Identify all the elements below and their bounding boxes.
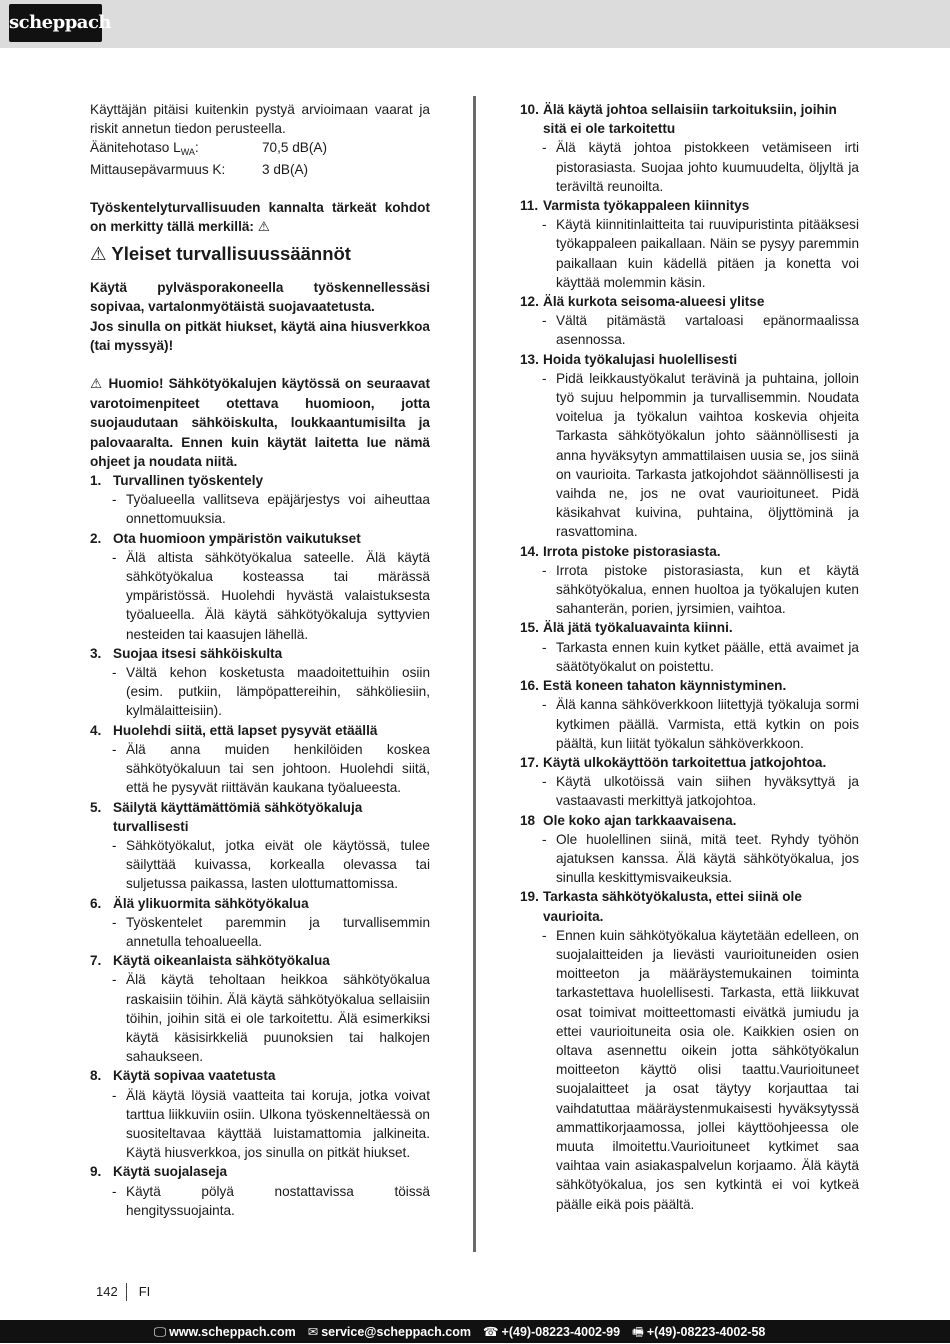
sound-power-value: 70,5 dB(A) <box>262 140 327 156</box>
rule-item: 7. Käytä oikeanlaista sähkötyökalua - Älä käytä teholtaan heikkoa sähkötyökalua raskaisiin töihin. Älä käytä sähkötyökalua sellaisiin töihin, joihin sitä ei ole tarkoitettu. Älä esimerkiksi käytä käsisirkkeliä puunoksien tai halkojen sahaukseen. <box>90 951 430 1066</box>
rule-item: 5. Säilytä käyttämättömiä sähkötyökaluja turvallisesti - Sähkötyökalut, jotka eivät ole käytössä, tulee säilyttää kuivassa, korkealla olevassa tai suljetussa paikassa, lasten ulottumattomissa. <box>90 798 430 894</box>
rule-item: 19. Tarkasta sähkötyökalusta, ettei siinä ole vaurioita. - Ennen kuin sähkötyökalua käytetään edelleen, on suojalaitteiden ja lievästi vaurioituneiden osien moitteeton ja määräystemukainen toiminta tarkastettava huolellisesti. Tarkasta, että liikkuvat osat toimivat moitteettomasti eivätkä jumiudu ja ettei vaurioituneita osia ole. Kaikkien osien on oltava asennettu oikein jotta sähkötyökalun moitteeton käyttö olisi taattu.Vaurioituneet suojalaitteet ja osat täytyy korjauttaa tai vaihdatuttaa määräystenmukaisesti hyväksytyssä ammattikorjaamossa, jollei käyttöohjeessa ole muuta ilmoitettu.Vaurioituneet kytkimet saa vaihtaa vain asiakaspalvelun korjaamo. Älä käytä sähkötyökalua, jos sen kytkintä ei voi kytkeä päälle eikä pois päältä. <box>520 887 859 1213</box>
rule-text: Käytä pölyä nostattavissa töissä hengityssuojainta. <box>126 1183 430 1218</box>
rule-item: 18 Ole koko ajan tarkkaavaisena. - Ole huolellinen siinä, mitä teet. Ryhdy työhön ajatuksen kanssa. Älä käytä sähkötyökalua, jos sinulla keskittymisvaikeuksia. <box>520 811 859 888</box>
rule-item: 12. Älä kurkota seisoma-alueesi ylitse - Vältä pitämästä vartaloasi epänormaalissa asennossa. <box>520 292 859 350</box>
rule-text: Pidä leikkaustyökalut terävinä ja puhtaina, jolloin työ sujuu helpommin ja turvallisemmin. Noudata voitelua ja työkalun vaihtoa koskevia ohjeita Tarkasta sähkötyökalun johto säännöllisesti ja anna hyväksytyn ammattilaisen uusia se, jos siinä on vaurioita. Tarkasta jatkojohdot säännöllisesti ja vaihda ne, jos ne ovat vaurioituneet. Pidä käsikahvat kuivina, puhtaina, öljyttöminä ja rasvattomina. <box>556 370 859 540</box>
rule-title: Älä käytä johtoa sellaisiin tarkoituksiin, joihin sitä ei ole tarkoitettu <box>543 102 837 137</box>
rule-text: Tarkasta ennen kuin kytket päälle, että avaimet ja säätötyökalut on poistettu. <box>556 639 859 674</box>
rule-item: 8. Käytä sopivaa vaatetusta - Älä käytä löysiä vaatteita tai koruja, jotka voivat tarttua liikkuviin osiin. Ulkona työskenneltäessä on suositeltavaa käyttää luistamattomia jalkineita. Käytä hiusverkkoa, jos sinulla on pitkät hiukset. <box>90 1066 430 1162</box>
rule-title: Varmista työkappaleen kiinnitys <box>543 198 750 214</box>
rule-item: 11. Varmista työkappaleen kiinnitys - Käytä kiinnitinlaitteita tai ruuvipuristinta pitääksesi työkappaleen paikallaan. Näin se pysyy paremmin paikallaan kuin kädellä pitäen ja konetta voi käyttää molemmin käsin. <box>520 196 859 292</box>
rule-title: Älä jätä työkaluavainta kiinni. <box>543 620 733 636</box>
rule-text: Sähkötyökalut, jotka eivät ole käytössä, tulee säilyttää kuivassa, korkealla olevassa tai suljetussa paikassa, lasten ulottumattomissa. <box>126 837 430 892</box>
mail-icon: ✉ <box>307 1324 319 1339</box>
rule-title: Käytä sopivaa vaatetusta <box>113 1068 276 1084</box>
left-column <box>90 100 430 1220</box>
rule-text: Työalueella vallitseva epäjärjestys voi aiheuttaa onnettomuuksia. <box>126 492 430 527</box>
rule-item: 13. Hoida työkalujasi huolellisesti - Pidä leikkaustyökalut terävinä ja puhtaina, jolloin työ sujuu helpommin ja turvallisemmin. Noudata voitelua ja työkalun vaihtoa koskevia ohjeita Tarkasta sähkötyökalun johto säännöllisesti ja anna hyväksytyn ammattilaisen uusia se, jos siinä on vaurioita. Tarkasta jatkojohdot säännöllisesti ja vaihda ne, jos ne ovat vaurioituneet. Pidä käsikahvat kuivina, puhtaina, öljyttöminä ja rasvattomina. <box>520 350 859 542</box>
rule-text: Älä kanna sähköverkkoon liitettyjä työkaluja sormi kytkimen päällä. Varmista, että kytkin on pois päältä, kun liität työkalun sähköverkkoon. <box>556 697 859 751</box>
rule-title: Käytä suojalaseja <box>113 1164 228 1180</box>
language-code: FI <box>138 1284 151 1299</box>
rule-title: Tarkasta sähkötyökalusta, ettei siinä ole vaurioita. <box>543 889 802 924</box>
rule-text: Käytä ulkotöissä vain siihen hyväksyttyä ja vastaavasti merkittyä jatkojohtoa. <box>556 774 859 809</box>
website-link[interactable]: www.scheppach.com <box>169 1325 296 1339</box>
rule-text: Älä anna muiden henkilöiden koskea sähkötyökaluun tai sen johtoon. Huolehdi siitä, että he pysyvät riittävän kaukana työalueesta. <box>126 741 430 796</box>
email-item[interactable] <box>308 1320 471 1343</box>
rule-title: Älä ylikuormita sähkötyökalua <box>113 895 309 911</box>
rule-item: 2. Ota huomioon ympäristön vaikutukset - Älä altista sähkötyökalua sateelle. Älä käytä sähkötyökalua kosteassa tai märässä ympäristössä. Huolehdi hyvästä valaistuksesta työalueella. Älä käytä sähkötyökaluja syttyvien nesteiden tai kaasujen lähellä. <box>90 529 430 644</box>
rule-item: 17. Käytä ulkokäyttöön tarkoitettua jatkojohtoa. - Käytä ulkotöissä vain siihen hyväksyttyä ja vastaavasti merkittyä jatkojohtoa. <box>520 753 859 811</box>
rule-title: Säilytä käyttämättömiä sähkötyökaluja turvallisesti <box>113 799 363 834</box>
rule-text: Älä käytä löysiä vaatteita tai koruja, jotka voivat tarttua liikkuviin osiin. Ulkona työskenneltäessä on suositeltavaa käyttää luistamattomia jalkineita. Käytä hiusverkkoa, jos sinulla on pitkät hiukset. <box>126 1087 430 1161</box>
rule-title: Ota huomioon ympäristön vaikutukset <box>113 530 361 546</box>
warning-icon: ⚠ <box>90 376 104 393</box>
rule-item: 3. Suojaa itsesi sähköiskulta - Vältä kehon kosketusta maadoitettuihin osiin (esim. putkiin, lämpöpattereihin, sähköliesiin, kylmälaitteisiin). <box>90 644 430 721</box>
uncertainty-row <box>90 160 430 179</box>
contact-bar <box>0 1320 950 1343</box>
uncertainty-label: Mittausepävarmuus K: <box>90 161 226 177</box>
rule-text: Älä käytä teholtaan heikkoa sähkötyökalua raskaisiin töihin. Älä käytä sähkötyökalua sellaisiin töihin, joihin sitä ei ole tarkoitettu. Älä esimerkiksi käytä käsisirkkeliä puunoksien tai halkojen sahaukseen. <box>126 972 430 1065</box>
rule-text: Vältä pitämästä vartaloasi epänormaalissa asennossa. <box>556 313 859 348</box>
rule-title: Käytä ulkokäyttöön tarkoitettua jatkojohtoa. <box>543 754 827 770</box>
rule-item: 4. Huolehdi siitä, että lapset pysyvät etäällä - Älä anna muiden henkilöiden koskea sähkötyökaluun tai sen johtoon. Huolehdi siitä, että he pysyvät riittävän kaukana työalueesta. <box>90 721 430 798</box>
fax-icon: 🖷 <box>632 1324 644 1339</box>
rule-title: Turvallinen työskentely <box>113 473 264 489</box>
rule-text: Käytä kiinnitinlaitteita tai ruuvipuristinta pitääksesi työkappaleen paikallaan. Näin se pysyy paremmin paikallaan kuin kädellä pitäen ja konetta voi käyttää molemmin käsin. <box>556 217 859 290</box>
rule-text: Vältä kehon kosketusta maadoitettuihin osiin (esim. putkiin, lämpöpattereihin, sähköliesiin, kylmälaitteisiin). <box>126 665 430 719</box>
fax-item <box>632 1320 765 1343</box>
rule-title: Hoida työkalujasi huolellisesti <box>543 351 738 367</box>
right-column <box>520 100 859 1214</box>
phone-number: +(49)-08223-4002-99 <box>501 1325 621 1339</box>
warning-icon: ⚠ <box>90 244 107 266</box>
rule-item: 15. Älä jätä työkaluavainta kiinni. - Tarkasta ennen kuin kytket päälle, että avaimet ja säätötyökalut on poistettu. <box>520 618 859 676</box>
email-link[interactable]: service@scheppach.com <box>321 1325 471 1339</box>
page-number: 142 <box>96 1283 127 1301</box>
phone-icon: ☎ <box>482 1324 499 1339</box>
rule-text: Ennen kuin sähkötyökalua käytetään edelleen, on suojalaitteiden ja lievästi vaurioituneiden osien moitteeton ja määräystemukainen toiminta tarkastettava huolellisesti. Tarkasta, että liikkuvat osat toimivat moitteettomasti eivätkä jumiudu ja ettei vaurioituneita osia ole. Kaikkien osien on oltava asennettu oikein jotta sähkötyökalun moitteeton käyttö olisi taattu.Vaurioituneet suojalaitteet ja osat täytyy korjauttaa tai vaihdatuttaa määräystenmukaisesti hyväksytyssä ammattikorjaamossa, jollei käyttöohjeessa ole muuta ilmoitettu.Vaurioituneet kytkimet saa vaihtaa vain asiakaspalvelun korjaamo. Älä käytä sähkötyökalua, jos sen kytkintä ei voi kytkeä päälle eikä pois päältä. <box>556 927 859 1212</box>
phone-item <box>483 1320 620 1343</box>
sound-power-row <box>90 138 430 159</box>
fax-number: +(49)-08223-4002-58 <box>646 1325 766 1339</box>
brand-logo <box>9 4 112 42</box>
clothing-note: Käytä pylväsporakoneella työskennellessäsi sopivaa, vartalonmyötäistä suojavaatetusta. <box>90 280 430 315</box>
rule-text: Ole huolellinen siinä, mitä teet. Ryhdy työhön ajatuksen kanssa. Älä käytä sähkötyökalua, jos sinulla keskittymisvaikeuksia. <box>556 831 859 886</box>
rule-title: Estä koneen tahaton käynnistyminen. <box>543 678 787 694</box>
rule-text: Työskentelet paremmin ja turvallisemmin annetulla tehoalueella. <box>126 914 430 949</box>
rule-text: Älä altista sähkötyökalua sateelle. Älä käytä sähkötyökalua kosteassa tai märässä ympäristössä. Huolehdi hyvästä valaistuksesta työalueella. Älä käytä sähkötyökaluja syttyvien nesteiden tai kaasujen lähellä. <box>126 549 430 642</box>
uncertainty-value: 3 dB(A) <box>262 161 309 177</box>
rule-title: Irrota pistoke pistorasiasta. <box>543 543 721 559</box>
monitor-icon: 🖵 <box>154 1324 167 1339</box>
caution-paragraph: ⚠ Huomio! Sähkötyökalujen käytössä on seuraavat varotoimenpiteet otettava huomioon, jotta suojaudutaan sähköiskulta, loukkaantumisilta ja palovaaralta. Ennen kuin käytät laitetta lue nämä ohjeet ja noudata niitä. <box>90 376 430 469</box>
rule-title: Suojaa itsesi sähköiskulta <box>113 645 283 661</box>
rule-title: Huolehdi siitä, että lapset pysyvät etäällä <box>113 722 378 738</box>
page-footer <box>96 1283 150 1301</box>
rule-item: 6. Älä ylikuormita sähkötyökalua - Työskentelet paremmin ja turvallisemmin annetulla tehoalueella. <box>90 894 430 952</box>
header-bar <box>0 0 950 48</box>
sound-power-label: Äänitehotaso $L_{WA}$: <box>90 140 199 158</box>
rule-item: 16. Estä koneen tahaton käynnistyminen. - Älä kanna sähköverkkoon liitettyjä työkaluja sormi kytkimen päällä. Varmista, että kytkin on pois päältä, kun liität työkalun sähköverkkoon. <box>520 676 859 753</box>
rule-title: Ole koko ajan tarkkaavaisena. <box>543 812 737 828</box>
section-heading: ⚠ Yleiset turvallisuussäännöt <box>90 243 351 266</box>
rule-item: 1. Turvallinen työskentely - Työalueella vallitseva epäjärjestys voi aiheuttaa onnettomuuksia. <box>90 471 430 529</box>
rule-item: 9. Käytä suojalaseja - Käytä pölyä nostattavissa töissä hengityssuojainta. <box>90 1162 430 1220</box>
rule-text: Älä käytä johtoa pistokkeen vetämiseen irti pistorasiasta. Suojaa johto kuumuudelta, öljyltä ja teräviltä reunoilta. <box>556 140 859 194</box>
rule-title: Älä kurkota seisoma-alueesi ylitse <box>543 294 765 310</box>
hair-note: Jos sinulla on pitkät hiukset, käytä aina hiusverkkoa (tai myssyä)! <box>90 318 430 353</box>
rule-item: 14. Irrota pistoke pistorasiasta. - Irrota pistoke pistorasiasta, kun et käytä sähkötyökalua, ennen huoltoa ja työkalujen kuten sahanterän, porien, jyrsimien, vaihtoa. <box>520 542 859 619</box>
website-item[interactable] <box>154 1320 296 1343</box>
marked-note: Työskentelyturvallisuuden kannalta tärkeät kohdot on merkitty tällä merkillä: ⚠ <box>90 199 430 236</box>
rule-text: Irrota pistoke pistorasiasta, kun et käytä sähkötyökalua, ennen huoltoa ja työkalujen kuten sahanterän, porien, jyrsimien, vaihtoa. <box>556 562 859 617</box>
rule-item: 10. Älä käytä johtoa sellaisiin tarkoituksiin, joihin sitä ei ole tarkoitettu - Älä käytä johtoa pistokkeen vetämiseen irti pistorasiasta. Suojaa johto kuumuudelta, öljyltä ja teräviltä reunoilta. <box>520 100 859 196</box>
intro-paragraph: Käyttäjän pitäisi kuitenkin pystyä arvioimaan vaarat ja riskit annetun tiedon perusteella. <box>90 102 430 137</box>
brand-logo-text: scheppach <box>9 12 112 33</box>
rule-title: Käytä oikeanlaista sähkötyökalua <box>113 953 330 969</box>
warning-icon: ⚠ <box>257 219 270 236</box>
column-divider <box>473 96 476 1252</box>
